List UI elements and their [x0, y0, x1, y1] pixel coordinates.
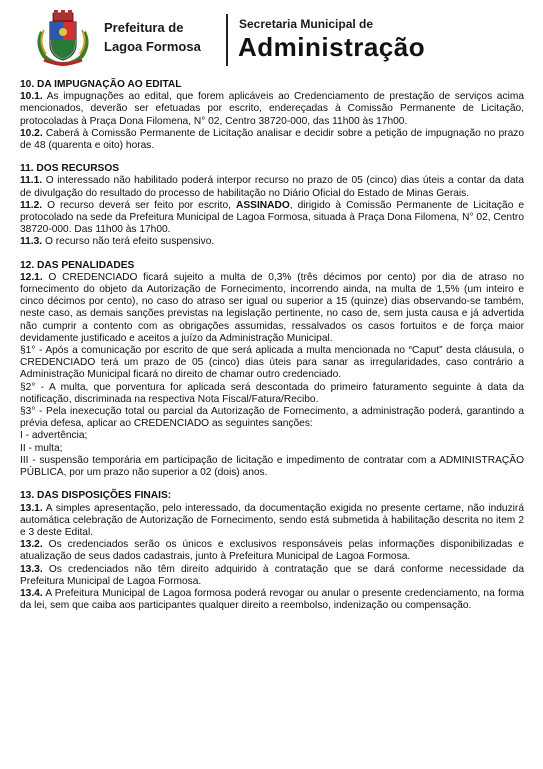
clause-text: , dirigido à Comissão Permanente de Licitação e protocolado na sede da Prefeitura Municipal de Lagoa Formosa, situada à Praça Dona Filomena, N° 02, Centro 38720-000. Das 11h00 às 17h00.: [20, 199, 525, 236]
municipal-coat-of-arms-icon: [34, 10, 92, 66]
paragraph-12-par3: §3° - Pela inexecução total ou parcial da Autorização de Fornecimento, a administração poderá, garantindo a prévia defesa, aplicar ao CREDENCIADO as seguintes sanções:: [20, 406, 524, 430]
sanction-item-2: II - multa;: [20, 442, 63, 454]
section-heading-11: 11. DOS RECURSOS: [20, 163, 120, 175]
paragraph-11-3: [20, 236, 524, 248]
paragraph-13-1: [20, 503, 524, 540]
paragraph-13-2: [20, 539, 524, 563]
clause-number: 13.2.: [20, 539, 43, 551]
sanction-item-1: I - advertência;: [20, 430, 88, 442]
clause-number: 10.1.: [20, 91, 43, 103]
clause-number: 13.3.: [20, 563, 43, 575]
clause-text: O CREDENCIADO ficará sujeito a multa de 0,3% (três décimos por cento) por dia de atraso no fornecimento do objeto da Autorização de Fornecimento, incorrendo ainda, na multa de 1,5% (um inteiro e cinco décimos por cento), no caso do atraso ser igual ou superior a 15 (quinze) dias observando-se também, neste caso, as demais sanções previstas na legislação pertinente, no caso de, sem justa causa e já advertida não cumprir a contento com as obrigações assumidas, ressalvados os casos fortuitos e de força maior devidamente justificado e aceitos a juízo da Administração Municipal.: [20, 271, 524, 344]
paragraph-11-1: [20, 175, 524, 199]
section-heading-12: 12. DAS PENALIDADES: [20, 259, 135, 271]
clause-number: 13.4.: [20, 587, 43, 599]
prefeitura-name-line1: Prefeitura de: [104, 20, 184, 35]
clause-number: 13.1.: [20, 502, 43, 514]
clause-text: O recurso deverá ser feito por escrito,: [42, 199, 236, 211]
clause-text: Os credenciados não têm direito adquirido à contratação que se dará conforme necessidade da Prefeitura Municipal de Lagoa Formosa.: [20, 563, 524, 587]
paragraph-11-2: [20, 200, 524, 237]
clause-number: 12.1.: [20, 271, 43, 283]
letterhead: [0, 0, 543, 78]
paragraph-10-1: [20, 91, 524, 128]
header-divider: [226, 14, 228, 66]
clause-text: Os credenciados serão os únicos e exclusivos responsáveis pelas informações disponibilizadas e atualização de seus dados cadastrais, junto à Prefeitura Municipal de Lagoa Formosa.: [20, 539, 524, 563]
clause-number: 11.3.: [20, 236, 43, 248]
clause-emphasis: ASSINADO: [236, 199, 290, 211]
spacer: [20, 152, 524, 163]
section-heading-13: 13. DAS DISPOSIÇÕES FINAIS:: [20, 490, 172, 502]
clause-text: A Prefeitura Municipal de Lagoa formosa poderá revogar ou anular o presente credenciamento, na forma da lei, sem que caiba aos participantes qualquer direito a reembolso, indenização ou compensação.: [20, 587, 524, 612]
clause-text: Caberá à Comissão Permanente de Licitação analisar e decidir sobre a petição de impugnação no prazo de 48 (quarenta e oito) horas.: [20, 127, 524, 152]
edital-body: [20, 79, 524, 612]
administracao-title: Administração: [238, 32, 426, 62]
paragraph-12-par2: §2° - A multa, que porventura for aplicada será descontada do primeiro faturamento seguinte à data da notificação, discriminada na respectiva Nota Fiscal/Fatura/Recibo.: [20, 381, 524, 405]
clause-text: As impugnações ao edital, que forem aplicáveis ao Credenciamento de prestação de serviços acima mencionados, deverão ser efetuadas por escrito, endereçadas à Comissão Permanente de Licitação, protocoladas à Praça Dona Filomena, N° 02, Centro 38720-000, das 11h00 às 17h00.: [20, 91, 524, 127]
spacer: [20, 479, 524, 490]
clause-number: 10.2.: [20, 127, 43, 139]
paragraph-13-3: [20, 564, 524, 588]
spacer: [20, 249, 524, 260]
clause-text: O recurso não terá efeito suspensivo.: [42, 236, 215, 248]
paragraph-12-par1: §1° - Após a comunicação por escrito de que será aplicada a multa mencionada no “Caput” desta cláusula, o CREDENCIADO terá um prazo de 05 (cinco) dias úteis para sanar as irregularidades, caso contrário a Administração Municipal ficará no direito de chamar outro credenciado.: [20, 345, 524, 381]
clause-text: A simples apresentação, pelo interessado, da documentação exigida no presente certame, não induzirá automática celebração de Autorização de Fornecimento, sendo está submetida à habilitação descrita no item 2 e 3 deste Edital.: [20, 502, 524, 538]
section-heading-10: 10. DA IMPUGNAÇÃO AO EDITAL: [20, 79, 182, 90]
secretaria-label: Secretaria Municipal de: [239, 17, 374, 31]
paragraph-13-4: [20, 588, 524, 612]
sanction-item-3: III - suspensão temporária em participação de licitação e impedimento de contratar com a ADMINISTRAÇÃO PÚBLICA, por um prazo não superior a 02 (dois) anos.: [20, 454, 524, 479]
prefeitura-name-line2: Lagoa Formosa: [104, 39, 201, 54]
clause-number: 11.2.: [20, 199, 43, 211]
clause-text: O interessado não habilitado poderá interpor recurso no prazo de 05 (cinco) dias úteis a contar da data de divulgação do resultado do processo de habilitação no Diário Oficial do Estado de Minas Gerais.: [20, 175, 524, 199]
paragraph-10-2: [20, 128, 524, 152]
clause-number: 11.1.: [20, 175, 43, 187]
paragraph-12-1: [20, 272, 524, 345]
